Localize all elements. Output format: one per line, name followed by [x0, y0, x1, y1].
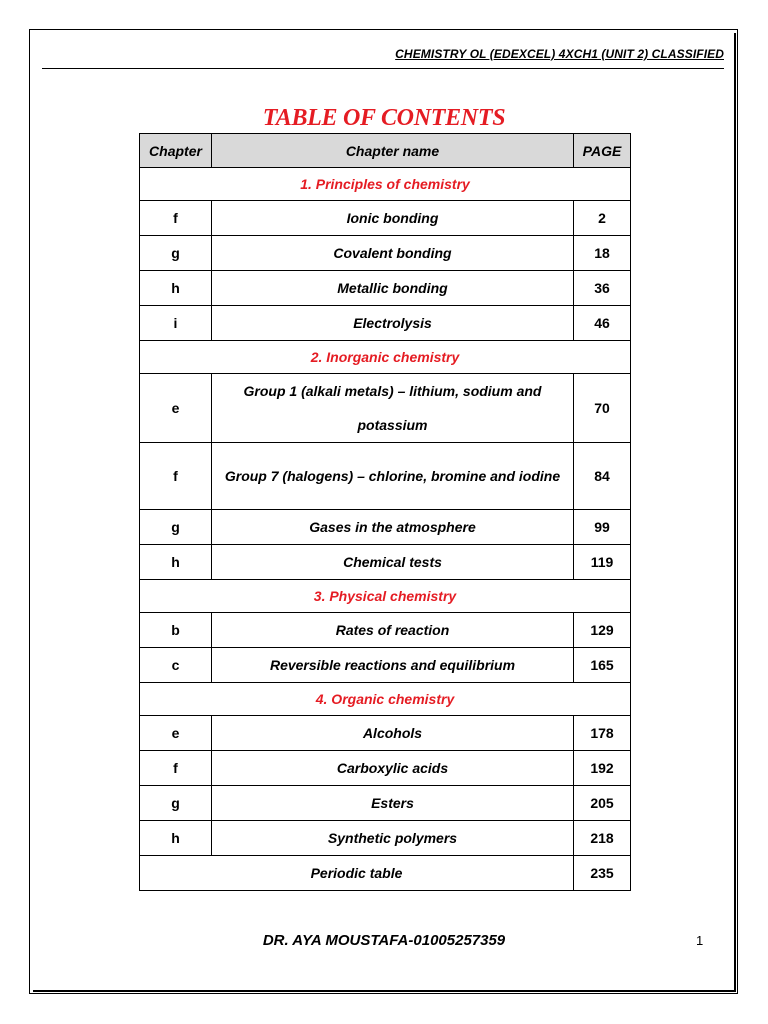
- chapter-letter: i: [140, 306, 212, 341]
- section-heading: 3. Physical chemistry: [140, 580, 631, 613]
- chapter-letter: f: [140, 201, 212, 236]
- chapter-name: Metallic bonding: [212, 271, 574, 306]
- toc-row[interactable]: [140, 716, 631, 751]
- page-number-cell: 70: [574, 374, 631, 443]
- page-number-cell: 165: [574, 648, 631, 683]
- chapter-name: Rates of reaction: [212, 613, 574, 648]
- toc-table: [139, 133, 631, 891]
- page-number-cell: 46: [574, 306, 631, 341]
- page-number-cell: 235: [574, 856, 631, 891]
- page-number-cell: 119: [574, 545, 631, 580]
- chapter-name: Carboxylic acids: [212, 751, 574, 786]
- page-number-cell: 205: [574, 786, 631, 821]
- page-number-cell: 36: [574, 271, 631, 306]
- page-number-cell: 2: [574, 201, 631, 236]
- chapter-letter: f: [140, 443, 212, 510]
- toc-row-periodic-table[interactable]: [140, 856, 631, 891]
- page-number-cell: 84: [574, 443, 631, 510]
- chapter-name: Periodic table: [140, 856, 574, 891]
- chapter-name: Group 7 (halogens) – chlorine, bromine and iodine: [212, 443, 574, 510]
- page-number-cell: 218: [574, 821, 631, 856]
- chapter-letter: g: [140, 786, 212, 821]
- chapter-letter: e: [140, 716, 212, 751]
- running-header: CHEMISTRY OL (EDEXCEL) 4XCH1 (UNIT 2) CLASSIFIED: [395, 47, 724, 61]
- section-row: [140, 168, 631, 201]
- chapter-letter: e: [140, 374, 212, 443]
- toc-row[interactable]: [140, 648, 631, 683]
- column-header-chapter: Chapter: [140, 134, 212, 168]
- chapter-letter: b: [140, 613, 212, 648]
- chapter-letter: h: [140, 271, 212, 306]
- section-row: [140, 341, 631, 374]
- column-header-chapter-name: Chapter name: [212, 134, 574, 168]
- chapter-name: Electrolysis: [212, 306, 574, 341]
- toc-row[interactable]: [140, 510, 631, 545]
- chapter-letter: g: [140, 236, 212, 271]
- page-number-cell: 18: [574, 236, 631, 271]
- toc-row[interactable]: [140, 236, 631, 271]
- chapter-name: Group 1 (alkali metals) – lithium, sodium and potassium: [212, 374, 574, 443]
- chapter-name: Covalent bonding: [212, 236, 574, 271]
- toc-row[interactable]: [140, 545, 631, 580]
- toc-row[interactable]: [140, 443, 631, 510]
- section-row: [140, 580, 631, 613]
- footer-author: DR. AYA MOUSTAFA-01005257359: [262, 932, 506, 949]
- section-heading: 1. Principles of chemistry: [140, 168, 631, 201]
- chapter-name: Esters: [212, 786, 574, 821]
- page-number-cell: 129: [574, 613, 631, 648]
- toc-row[interactable]: [140, 271, 631, 306]
- section-row: [140, 683, 631, 716]
- chapter-letter: g: [140, 510, 212, 545]
- toc-row[interactable]: [140, 786, 631, 821]
- chapter-name: Ionic bonding: [212, 201, 574, 236]
- section-heading: 4. Organic chemistry: [140, 683, 631, 716]
- page-number: 1: [696, 933, 704, 948]
- toc-row[interactable]: [140, 821, 631, 856]
- chapter-letter: c: [140, 648, 212, 683]
- chapter-letter: f: [140, 751, 212, 786]
- toc-row[interactable]: [140, 306, 631, 341]
- chapter-letter: h: [140, 545, 212, 580]
- toc-header-row: [140, 134, 631, 168]
- chapter-name: Gases in the atmosphere: [212, 510, 574, 545]
- toc-row[interactable]: [140, 201, 631, 236]
- toc-title: TABLE OF CONTENTS: [262, 105, 506, 131]
- page-number-cell: 99: [574, 510, 631, 545]
- section-heading: 2. Inorganic chemistry: [140, 341, 631, 374]
- chapter-name: Alcohols: [212, 716, 574, 751]
- toc-row[interactable]: [140, 751, 631, 786]
- page-number-cell: 192: [574, 751, 631, 786]
- header-rule: [42, 68, 724, 69]
- chapter-letter: h: [140, 821, 212, 856]
- chapter-name: Reversible reactions and equilibrium: [212, 648, 574, 683]
- page-number-cell: 178: [574, 716, 631, 751]
- toc-row[interactable]: [140, 374, 631, 443]
- chapter-name: Synthetic polymers: [212, 821, 574, 856]
- column-header-page: PAGE: [574, 134, 631, 168]
- toc-row[interactable]: [140, 613, 631, 648]
- chapter-name: Chemical tests: [212, 545, 574, 580]
